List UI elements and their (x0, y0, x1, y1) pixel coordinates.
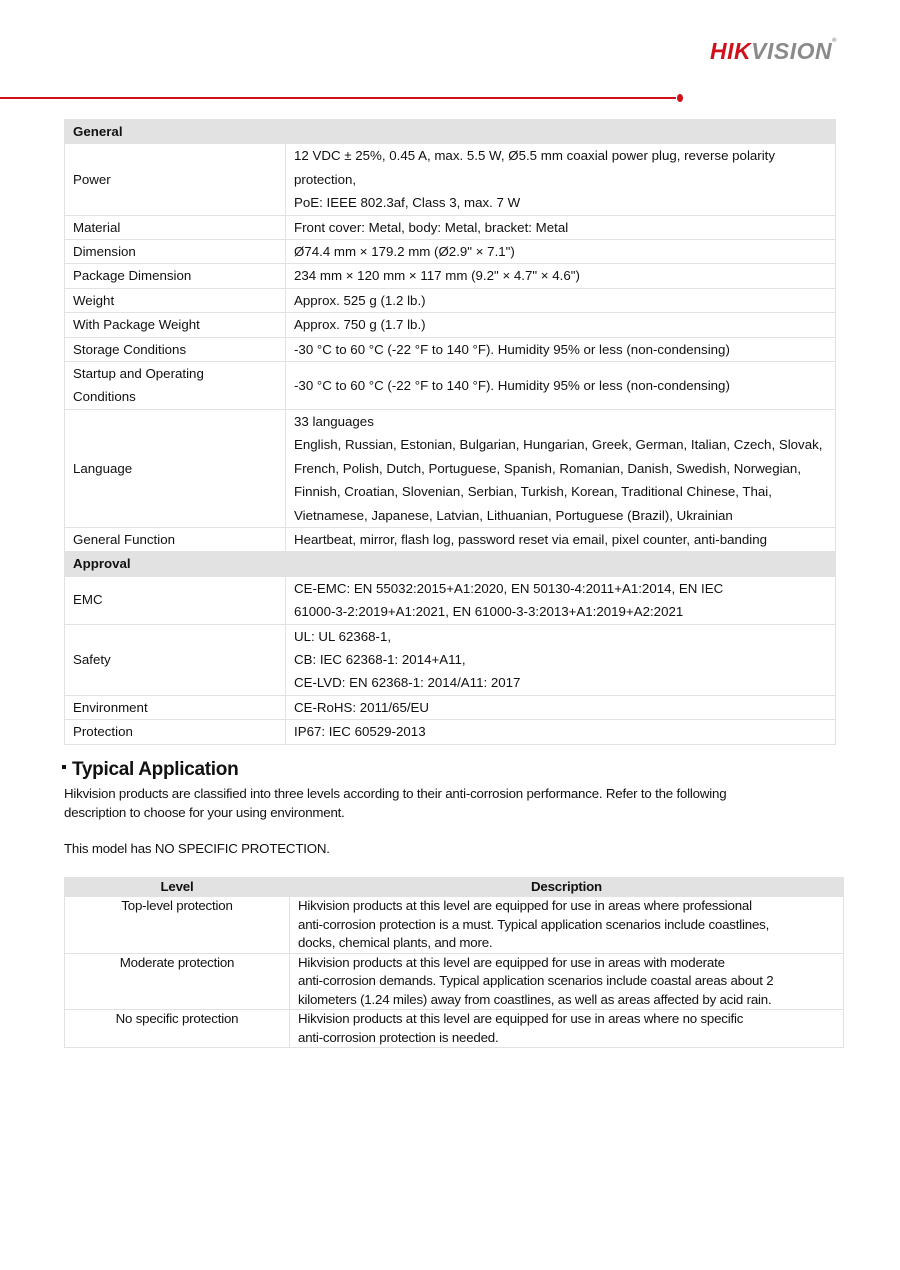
typical-application-heading (62, 759, 238, 781)
description-line: Hikvision products at this level are equipped for use in areas with moderate (298, 954, 725, 970)
spec-row-power (65, 144, 836, 215)
logo-vision: VISION (751, 38, 833, 64)
intro-line: Hikvision products are classified into three levels according to their anti-corrosion performance. Refer to the following (64, 786, 727, 801)
spec-value-line: Finnish, Croatian, Slovenian, Serbian, Turkish, Korean, Traditional Chinese, Thai, (294, 484, 772, 500)
spec-label: Storage Conditions (65, 337, 286, 361)
spec-row-operating-conditions (65, 362, 836, 410)
section-header-approval (65, 552, 836, 576)
spec-value-line: protection, (294, 171, 357, 187)
section-title: Approval (65, 552, 836, 576)
registered-mark: ® (832, 38, 838, 44)
description-line: anti-corrosion demands. Typical application scenarios include coastal areas about 2 (298, 973, 774, 988)
spec-row-general-function (65, 527, 836, 551)
level-cell: Moderate protection (65, 953, 290, 1010)
spec-value (286, 409, 836, 527)
specification-table (64, 119, 836, 745)
spec-label (65, 362, 286, 410)
spec-label: Environment (65, 695, 286, 719)
spec-label-line: Conditions (73, 389, 136, 405)
spec-value: Approx. 750 g (1.7 lb.) (286, 313, 836, 337)
protection-levels-table (64, 877, 844, 1048)
spec-label: Material (65, 215, 286, 239)
spec-value-line: CE-EMC: EN 55032:2015+A1:2020, EN 50130-4:2011+A1:2014, EN IEC (294, 580, 724, 596)
table-row (65, 1010, 844, 1048)
spec-value-line: French, Polish, Dutch, Portuguese, Spanish, Romanian, Danish, Swedish, Norwegian, (294, 460, 802, 476)
spec-label-line: Startup and Operating (73, 366, 204, 382)
spec-value-line: CB: IEC 62368-1: 2014+A11, (294, 651, 466, 667)
spec-value: -30 °C to 60 °C (-22 °F to 140 °F). Humidity 95% or less (non-condensing) (286, 337, 836, 361)
spec-row-dimension (65, 240, 836, 264)
spec-value-line: Vietnamese, Japanese, Latvian, Lithuanian, Portuguese (Brazil), Ukrainian (294, 507, 733, 523)
spec-value-line: CE-LVD: EN 62368-1: 2014/A11: 2017 (294, 675, 521, 691)
spec-value: Approx. 525 g (1.2 lb.) (286, 288, 836, 312)
spec-value-line: PoE: IEEE 802.3af, Class 3, max. 7 W (294, 195, 521, 211)
spec-value: CE-RoHS: 2011/65/EU (286, 695, 836, 719)
section-header-general (65, 120, 836, 144)
spec-row-storage-conditions (65, 337, 836, 361)
column-header-level: Level (65, 878, 290, 897)
description-line: Hikvision products at this level are equipped for use in areas where professional (298, 898, 752, 913)
spec-label: Power (65, 144, 286, 215)
spec-row-weight (65, 288, 836, 312)
table-header-row (65, 878, 844, 897)
spec-row-safety (65, 624, 836, 695)
spec-value-line: 61000-3-2:2019+A1:2021, EN 61000-3-3:2013+A1:2019+A2:2021 (294, 604, 684, 620)
spec-label: Package Dimension (65, 264, 286, 288)
model-protection-note: This model has NO SPECIFIC PROTECTION. (64, 841, 330, 856)
spec-row-package-dimension (65, 264, 836, 288)
description-cell (290, 897, 844, 954)
spec-value-line: 33 languages (294, 413, 374, 429)
spec-row-environment (65, 695, 836, 719)
spec-row-package-weight (65, 313, 836, 337)
hikvision-logo (710, 38, 837, 65)
spec-label: Safety (65, 624, 286, 695)
section-title: General (65, 120, 836, 144)
spec-value-line: 12 VDC ± 25%, 0.45 A, max. 5.5 W, Ø5.5 mm coaxial power plug, reverse polarity (294, 148, 776, 164)
table-row (65, 953, 844, 1010)
spec-label: Dimension (65, 240, 286, 264)
spec-value (286, 144, 836, 215)
spec-value: IP67: IEC 60529-2013 (286, 720, 836, 744)
typical-application-intro (64, 785, 824, 822)
spec-label: Weight (65, 288, 286, 312)
heading-text: Typical Application (72, 759, 239, 780)
spec-row-material (65, 215, 836, 239)
description-line: anti-corrosion protection is needed. (298, 1029, 499, 1045)
spec-label: Protection (65, 720, 286, 744)
spec-label: With Package Weight (65, 313, 286, 337)
spec-row-emc (65, 576, 836, 624)
description-line: Hikvision products at this level are equipped for use in areas where no specific (298, 1011, 744, 1026)
spec-label: General Function (65, 527, 286, 551)
description-cell (290, 953, 844, 1010)
level-cell: No specific protection (65, 1010, 290, 1048)
table-row (65, 897, 844, 954)
logo-hik: HIK (710, 38, 752, 64)
description-cell (290, 1010, 844, 1048)
spec-value: -30 °C to 60 °C (-22 °F to 140 °F). Humidity 95% or less (non-condensing) (286, 362, 836, 410)
spec-value: 234 mm × 120 mm × 117 mm (9.2" × 4.7" × 4.6") (286, 264, 836, 288)
intro-line: description to choose for your using environment. (64, 804, 345, 820)
spec-value (286, 576, 836, 624)
spec-value-line: UL: UL 62368-1, (294, 628, 392, 644)
spec-value: Heartbeat, mirror, flash log, password reset via email, pixel counter, anti-banding (286, 527, 836, 551)
spec-row-language (65, 409, 836, 527)
spec-value: Front cover: Metal, body: Metal, bracket: Metal (286, 215, 836, 239)
description-line: docks, chemical plants, and more. (298, 935, 493, 950)
spec-value: Ø74.4 mm × 179.2 mm (Ø2.9" × 7.1") (286, 240, 836, 264)
header-divider-dot (677, 94, 683, 102)
bullet-square-icon (62, 765, 66, 769)
spec-value (286, 624, 836, 695)
description-line: kilometers (1.24 miles) away from coastlines, as well as areas affected by acid rain. (298, 991, 772, 1007)
spec-label: Language (65, 409, 286, 527)
description-line: anti-corrosion protection is a must. Typical application scenarios include coastlines, (298, 916, 770, 932)
column-header-description: Description (290, 878, 844, 897)
level-cell: Top-level protection (65, 897, 290, 954)
spec-row-protection (65, 720, 836, 744)
spec-label: EMC (65, 576, 286, 624)
spec-value-line: English, Russian, Estonian, Bulgarian, Hungarian, Greek, German, Italian, Czech, Slovak, (294, 437, 823, 453)
header-divider-line (0, 97, 676, 99)
